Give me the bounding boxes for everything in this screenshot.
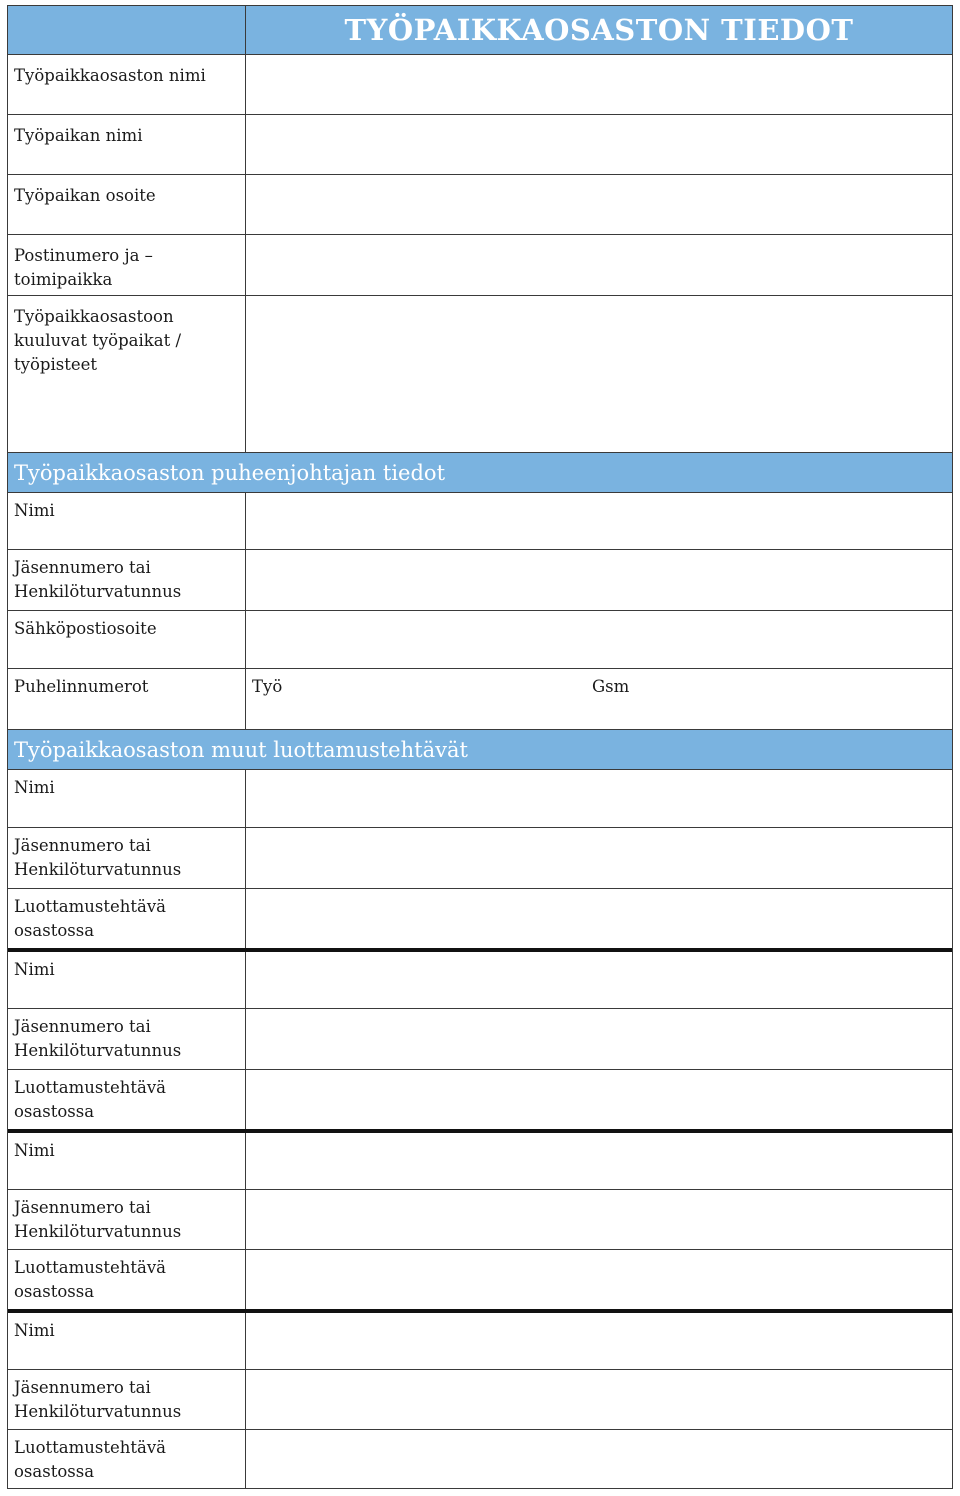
label-section-name: Työpaikkaosaston nimi bbox=[8, 55, 246, 114]
others-section-title: Työpaikkaosaston muut luottamustehtävät bbox=[14, 737, 468, 762]
field-other2-member[interactable] bbox=[246, 1009, 952, 1069]
row-other4-member bbox=[8, 1369, 952, 1429]
title-cell bbox=[246, 6, 952, 54]
label-other-member: Jäsennumero tai Henkilöturvatunnus bbox=[8, 828, 246, 888]
field-other4-name[interactable] bbox=[246, 1313, 952, 1369]
field-workplaces-list[interactable] bbox=[246, 296, 952, 452]
row-other3-name bbox=[8, 1129, 952, 1189]
row-workplace-name bbox=[8, 114, 952, 174]
label-other-name: Nimi bbox=[8, 770, 246, 827]
label-chair-email: Sähköpostiosoite bbox=[8, 611, 246, 668]
field-chair-name[interactable] bbox=[246, 493, 952, 549]
label-chair-phone: Puhelinnumerot bbox=[8, 669, 246, 729]
row-other2-name bbox=[8, 948, 952, 1008]
workplace-section-form bbox=[7, 5, 953, 1489]
field-other3-name[interactable] bbox=[246, 1133, 952, 1189]
page-title: TYÖPAIKKAOSASTON TIEDOT bbox=[344, 13, 854, 47]
title-left-cell bbox=[8, 6, 246, 54]
others-section-header bbox=[8, 729, 952, 769]
label-other-name: Nimi bbox=[8, 952, 246, 1008]
field-section-name[interactable] bbox=[246, 55, 952, 114]
field-chair-email[interactable] bbox=[246, 611, 952, 668]
row-other2-role bbox=[8, 1069, 952, 1129]
field-other4-member[interactable] bbox=[246, 1370, 952, 1429]
label-other-role: Luottamustehtävä osastossa bbox=[8, 1250, 246, 1309]
field-workplace-name[interactable] bbox=[246, 115, 952, 174]
field-other1-name[interactable] bbox=[246, 770, 952, 827]
row-section-name bbox=[8, 54, 952, 114]
label-other-role: Luottamustehtävä osastossa bbox=[8, 1430, 246, 1488]
label-postal: Postinumero ja – toimipaikka bbox=[8, 235, 246, 295]
label-chair-name: Nimi bbox=[8, 493, 246, 549]
field-postal[interactable] bbox=[246, 235, 952, 295]
field-chair-phone[interactable] bbox=[246, 669, 952, 729]
field-chair-member[interactable] bbox=[246, 550, 952, 610]
row-other1-name bbox=[8, 769, 952, 827]
field-other3-role[interactable] bbox=[246, 1250, 952, 1309]
row-other4-name bbox=[8, 1309, 952, 1369]
row-chair-email bbox=[8, 610, 952, 668]
row-other1-role bbox=[8, 888, 952, 948]
label-other-name: Nimi bbox=[8, 1133, 246, 1189]
field-other4-role[interactable] bbox=[246, 1430, 952, 1488]
row-workplaces-list bbox=[8, 295, 952, 452]
row-other2-member bbox=[8, 1008, 952, 1069]
field-other2-name[interactable] bbox=[246, 952, 952, 1008]
row-postal bbox=[8, 234, 952, 295]
row-chair-member bbox=[8, 549, 952, 610]
row-chair-name bbox=[8, 492, 952, 549]
chair-section-title: Työpaikkaosaston puheenjohtajan tiedot bbox=[14, 460, 446, 485]
label-other-member: Jäsennumero tai Henkilöturvatunnus bbox=[8, 1009, 246, 1069]
label-other-member: Jäsennumero tai Henkilöturvatunnus bbox=[8, 1370, 246, 1429]
label-workplace-address: Työpaikan osoite bbox=[8, 175, 246, 234]
phone-gsm-label: Gsm bbox=[592, 677, 630, 696]
field-other2-role[interactable] bbox=[246, 1070, 952, 1129]
chair-section-header bbox=[8, 452, 952, 492]
label-workplace-name: Työpaikan nimi bbox=[8, 115, 246, 174]
label-other-role: Luottamustehtävä osastossa bbox=[8, 1070, 246, 1129]
label-workplaces-list: Työpaikkaosastoon kuuluvat työpaikat / työpisteet bbox=[8, 296, 246, 452]
label-other-role: Luottamustehtävä osastossa bbox=[8, 889, 246, 948]
row-other3-role bbox=[8, 1249, 952, 1309]
field-other3-member[interactable] bbox=[246, 1190, 952, 1249]
label-chair-member: Jäsennumero tai Henkilöturvatunnus bbox=[8, 550, 246, 610]
phone-work-label: Työ bbox=[252, 677, 283, 696]
row-workplace-address bbox=[8, 174, 952, 234]
row-other3-member bbox=[8, 1189, 952, 1249]
field-workplace-address[interactable] bbox=[246, 175, 952, 234]
row-other4-role bbox=[8, 1429, 952, 1488]
field-other1-role[interactable] bbox=[246, 889, 952, 948]
title-row bbox=[8, 6, 952, 54]
label-other-member: Jäsennumero tai Henkilöturvatunnus bbox=[8, 1190, 246, 1249]
field-other1-member[interactable] bbox=[246, 828, 952, 888]
label-other-name: Nimi bbox=[8, 1313, 246, 1369]
row-chair-phone bbox=[8, 668, 952, 729]
row-other1-member bbox=[8, 827, 952, 888]
